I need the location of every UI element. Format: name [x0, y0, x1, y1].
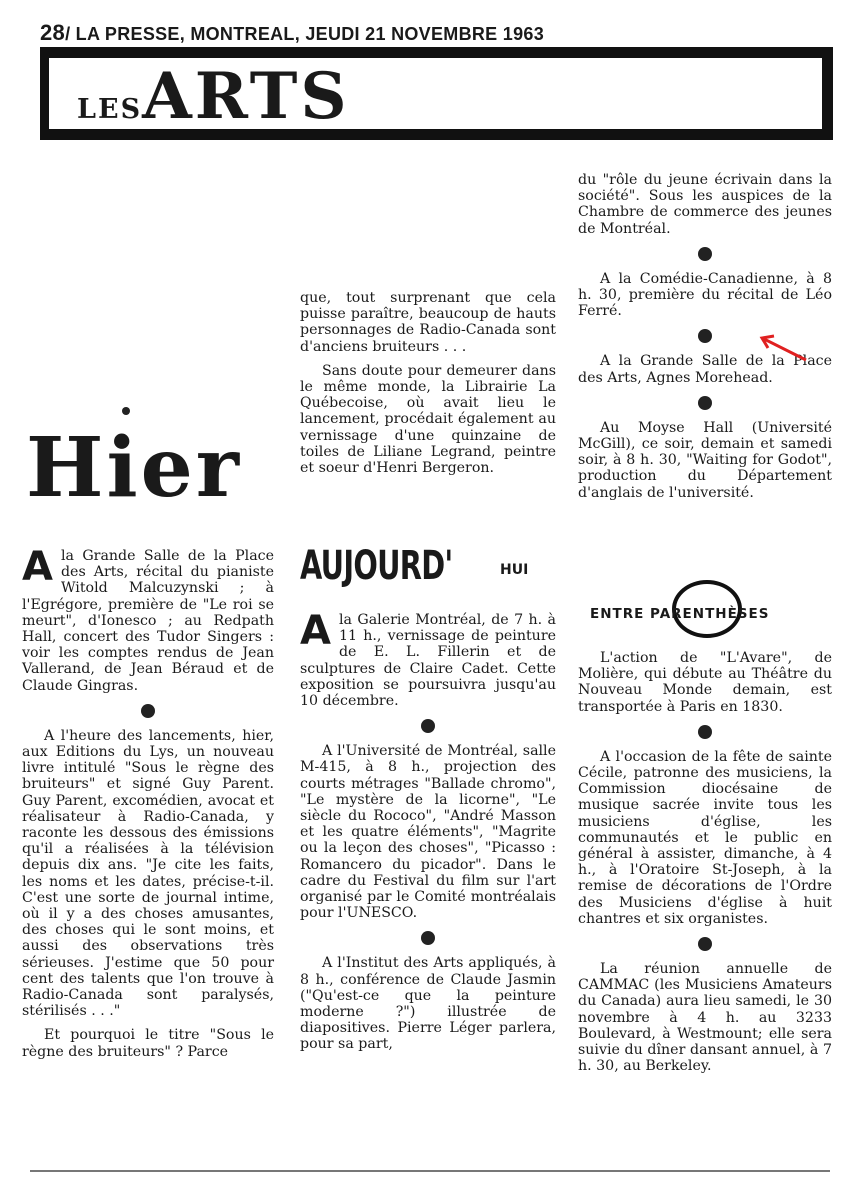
hier-dropcap: A — [22, 544, 53, 590]
right-paragraph-7: La réunion annuelle de CAMMAC (les Musiciens Amateurs du Canada) aura lieu samedi, le 30 novembre à 4 h. au 3233 Boulevard, à Westmount; elle sera suivie du dîner dansant annuel, à 7 h. 30, au Berkeley. — [578, 961, 832, 1075]
section-banner — [40, 47, 833, 140]
aujourdhui-heading-big: AUJOURD' — [300, 543, 453, 589]
bullet-dot-icon — [421, 719, 435, 733]
middle-paragraph-2: Sans doute pour demeurer dans le même monde, la Librairie La Québecoise, où avait lieu le lancement, procédait également au vernissage d'une quinzaine de toiles de Liliane Legrand, peintre et soeur d'Henri Bergeron. — [300, 362, 556, 477]
right-paragraph-4: Au Moyse Hall (Université McGill), ce soir, demain et samedi soir, à 8 h. 30, "Waiting for Godot", production du Département d'anglais de l'université. — [578, 419, 832, 501]
masthead-text: / LA PRESSE, MONTREAL, JEUDI 21 NOVEMBRE 1963 — [65, 24, 545, 44]
banner-title — [77, 59, 797, 134]
bullet-dot-icon — [698, 937, 712, 951]
masthead — [40, 20, 660, 48]
right-paragraph-2: A la Comédie-Canadienne, à 8 h. 30, première du récital de Léo Ferré. — [578, 270, 832, 320]
column-middle-top — [300, 290, 556, 484]
column-right-bottom — [578, 650, 832, 1082]
aujourdhui-p1-text: la Galerie Montréal, de 7 h. à 11 h., vernissage de peinture de E. L. Fillerin et de sculptures de Claire Cadet. Cette exposition se poursuivra jusqu'au 10 décembre. — [300, 612, 556, 710]
aujourdhui-paragraph-1 — [300, 608, 556, 710]
red-arrow-icon — [756, 330, 810, 364]
page-number: 28 — [40, 20, 66, 45]
entre-parentheses-heading — [580, 580, 832, 642]
hier-paragraph-2: A l'heure des lancements, hier, aux Editions du Lys, un nouveau livre intitulé "Sous le règne des bruiteurs" et signé Guy Parent. Guy Parent, excomédien, avocat et réalisateur à Radio-Canada, y raconte les dessous des émissions qu'il a réalisées à la télévision depuis dix ans. "Je cite les faits, les noms et les dates, précise-t-il. C'est une sorte de journal intime, où il y a des choses amusantes, des choses qui le sont moins, et aussi des observations très sérieuses. J'estime que 50 pour cent des talents que l'on trouve à Radio-Canada sont paralysés, stérilisés . . ." — [22, 727, 274, 1020]
bullet-dot-icon — [141, 704, 155, 718]
hier-p1-text: la Grande Salle de la Place des Arts, récital du pianiste Witold Malcuzynski ; à l'Egrégore, première de "Le roi se meurt", d'Ionesco ; au Redpath Hall, concert des Tudor Singers : voir les comptes rendus de Jean Vallerand, de Jean Béraud et de Claude Gingras. — [22, 548, 274, 694]
right-paragraph-1: du "rôle du jeune écrivain dans la société". Sous les auspices de la Chambre de commerce des jeunes de Montréal. — [578, 172, 832, 237]
column-left — [22, 544, 274, 1068]
bottom-rule — [30, 1170, 830, 1172]
aujourdhui-heading-small: HUI — [500, 562, 529, 578]
middle-paragraph-1: que, tout surprenant que cela puisse paraître, beaucoup de hauts personnages de Radio-Canada sont d'anciens bruiteurs . . . — [300, 290, 556, 355]
right-paragraph-3: A la Grande Salle de la Place des Arts, Agnes Morehead. — [578, 353, 832, 386]
hier-paragraph-1 — [22, 544, 274, 694]
hier-heading: Hier — [26, 420, 242, 516]
hier-heading-block — [14, 405, 284, 535]
banner-les: LES — [77, 94, 143, 125]
bullet-dot-icon — [421, 931, 435, 945]
aujourdhui-dropcap: A — [300, 608, 331, 654]
bullet-dot-icon — [698, 396, 712, 410]
aujourdhui-paragraph-2: A l'Université de Montréal, salle M-415, à 8 h., projection des courts métrages "Ballade chromo", "Le mystère de la licorne", "Le siècle du Rococo", "André Masson et les quatre éléments", "Magrite ou la leçon des choses", "Picasso : Romancero du picador". Dans le cadre du Festival du film sur l'art organisé par le Comité montréalais pour l'UNESCO. — [300, 743, 556, 922]
bullet-dot-icon — [698, 725, 712, 739]
banner-arts: ARTS — [142, 59, 350, 134]
entre-parentheses-label: ENTRE PARENTHÈSES — [590, 606, 770, 622]
hier-paragraph-3: Et pourquoi le titre "Sous le règne des bruiteurs" ? Parce — [22, 1027, 274, 1060]
column-middle-bottom — [300, 608, 556, 1061]
aujourdhui-paragraph-3: A l'Institut des Arts appliqués, à 8 h., conférence de Claude Jasmin ("Qu'est-ce que la peinture moderne ?") illustrée de diapositives. Pierre Léger parlera, pour sa part, — [300, 955, 556, 1053]
bullet-dot-icon — [698, 247, 712, 261]
aujourdhui-heading — [300, 536, 560, 602]
right-paragraph-6: A l'occasion de la fête de sainte Cécile, patronne des musiciens, la Commission diocésaine de musique sacrée invite tous les musiciens d'église, les communautés et le public en général à assister, dimanche, à 4 h., à l'Oratoire St-Joseph, à la remise de décorations de l'Ordre des Musiciens d'église à huit chantres et six organistes. — [578, 748, 832, 927]
bullet-dot-icon — [698, 329, 712, 343]
right-paragraph-5: L'action de "L'Avare", de Molière, qui débute au Théâtre du Nouveau Monde demain, est transportée à Paris en 1830. — [578, 650, 832, 715]
